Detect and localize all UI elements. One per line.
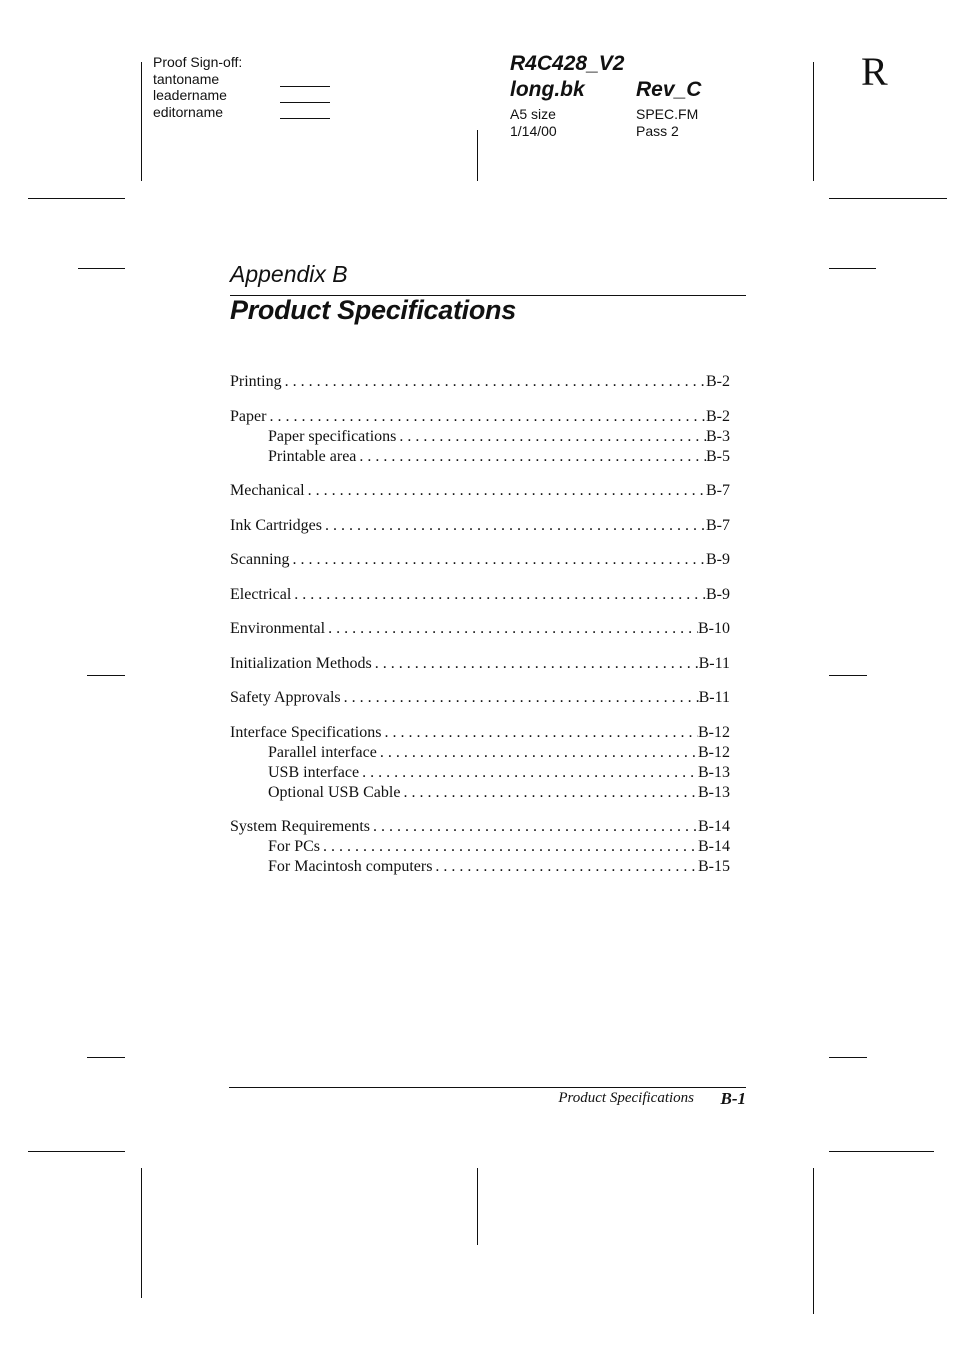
- trim-mark-left-middle: [87, 675, 125, 676]
- header-date: 1/14/00: [510, 122, 557, 139]
- toc-entry: [230, 447, 730, 467]
- appendix-label: Appendix B: [230, 261, 348, 287]
- toc-leader-dots: [377, 743, 698, 763]
- footer-rule: [229, 1087, 746, 1088]
- trim-mark-right-middle: [829, 675, 867, 676]
- toc-entry: [230, 654, 730, 674]
- toc-entry-page: B-13: [698, 783, 730, 801]
- crop-mark-top-right-vertical: [813, 62, 814, 181]
- toc-entry: [230, 427, 730, 447]
- toc-entry-label: Environmental: [230, 620, 326, 637]
- toc-entry-label: Printing: [230, 373, 282, 390]
- page-title: Product Specifications: [230, 295, 516, 325]
- toc-entry-label: Printable area: [268, 447, 357, 465]
- toc-leader-dots: [266, 407, 706, 427]
- toc-entry: [230, 743, 730, 763]
- toc-entry-page: B-12: [698, 723, 730, 741]
- toc-entry: [230, 481, 730, 501]
- toc-entry-label: System Requirements: [230, 818, 370, 835]
- toc-entry-label: USB interface: [268, 763, 360, 781]
- footer-page-number: B-1: [720, 1089, 746, 1108]
- trim-mark-left-upper: [78, 268, 125, 269]
- toc-leader-dots: [325, 619, 698, 639]
- toc-entry: [230, 837, 730, 857]
- toc-leader-dots: [290, 550, 706, 570]
- toc-entry-label: Paper specifications: [268, 427, 397, 445]
- toc-leader-dots: [341, 688, 699, 708]
- toc-leader-dots: [282, 372, 706, 392]
- crop-mark-top-center-vertical: [477, 130, 478, 181]
- crop-mark-bottom-left-vertical: [141, 1168, 142, 1298]
- toc-entry: [230, 372, 730, 392]
- toc-leader-dots: [372, 654, 699, 674]
- footer-section-title: Product Specifications: [558, 1090, 694, 1106]
- header-book-file: long.bk: [510, 78, 585, 101]
- toc-entry-label: Interface Specifications: [230, 723, 382, 741]
- signoff-blank-2: [280, 102, 330, 103]
- crop-mark-left-bottom: [28, 1151, 125, 1152]
- toc-entry-label: Ink Cartridges: [230, 516, 322, 534]
- header-left-details: [510, 106, 557, 139]
- toc-entry: [230, 857, 730, 877]
- toc-leader-dots: [320, 837, 698, 857]
- crop-mark-right-bottom: [829, 1151, 934, 1152]
- toc-entry-label: For Macintosh computers: [268, 858, 433, 875]
- toc-entry-page: B-2: [706, 373, 730, 390]
- toc-entry-page: B-13: [698, 763, 730, 781]
- proof-name-tanto: tantoname: [153, 70, 220, 87]
- header-pass: Pass 2: [636, 122, 679, 139]
- toc-entry-label: Safety Approvals: [230, 689, 341, 706]
- proof-signoff: [153, 54, 242, 120]
- toc-entry: [230, 585, 730, 605]
- toc-entry-page: B-14: [698, 818, 730, 835]
- header-job-id: R4C428_V2: [510, 52, 625, 75]
- trim-mark-left-lower: [87, 1057, 125, 1058]
- crop-mark-right-top: [829, 198, 947, 199]
- toc-entry: [230, 723, 730, 743]
- toc-entry: [230, 516, 730, 536]
- toc-entry-page: B-11: [698, 654, 730, 672]
- toc-leader-dots: [381, 723, 698, 743]
- trim-mark-right-upper: [829, 268, 876, 269]
- toc-entry: [230, 783, 730, 803]
- signoff-blank-1: [280, 86, 330, 87]
- toc-leader-dots: [322, 516, 706, 536]
- crop-mark-left-top: [28, 198, 125, 199]
- toc-entry-page: B-7: [706, 516, 730, 534]
- toc-leader-dots: [359, 763, 698, 783]
- toc-entry: [230, 688, 730, 708]
- crop-mark-bottom-center-vertical: [477, 1168, 478, 1245]
- toc-entry-label: Mechanical: [230, 482, 305, 499]
- toc-leader-dots: [356, 447, 706, 467]
- toc-leader-dots: [370, 817, 698, 837]
- toc-entry-page: B-9: [706, 551, 730, 568]
- toc-entry-label: Electrical: [230, 585, 292, 603]
- header-file-name: SPEC.FM: [636, 106, 699, 122]
- toc-entry: [230, 407, 730, 427]
- crop-mark-bottom-right-vertical: [813, 1168, 814, 1314]
- signoff-blank-3: [280, 118, 330, 119]
- toc-entry-label: Parallel interface: [268, 743, 377, 761]
- proof-name-editor: editorname: [153, 103, 224, 120]
- toc-entry-page: B-10: [698, 620, 730, 637]
- header-revision: Rev_C: [636, 78, 702, 101]
- header-size: A5 size: [510, 106, 556, 122]
- toc-entry-label: Optional USB Cable: [268, 783, 401, 801]
- toc-entry-page: B-12: [698, 743, 730, 761]
- toc-leader-dots: [291, 585, 706, 605]
- toc-entry-page: B-2: [706, 407, 730, 425]
- toc-entry-page: B-7: [706, 482, 730, 499]
- toc-entry-label: Paper: [230, 407, 267, 425]
- toc-entry: [230, 817, 730, 837]
- toc-leader-dots: [305, 481, 706, 501]
- toc-entry-page: B-14: [698, 838, 730, 855]
- toc-entry-page: B-5: [706, 447, 730, 465]
- toc-leader-dots: [400, 783, 698, 803]
- toc-entry-page: B-15: [698, 858, 730, 875]
- table-of-contents: [230, 372, 730, 877]
- toc-entry: [230, 619, 730, 639]
- header-right-details: [636, 106, 698, 139]
- crop-mark-top-left-vertical: [141, 62, 142, 181]
- toc-entry-page: B-9: [706, 585, 730, 603]
- toc-leader-dots: [396, 427, 706, 447]
- toc-entry: [230, 763, 730, 783]
- registration-mark: R: [861, 49, 888, 94]
- trim-mark-right-lower: [829, 1057, 867, 1058]
- toc-entry-label: Scanning: [230, 551, 290, 568]
- proof-name-leader: leadername: [153, 87, 227, 103]
- toc-entry-page: B-11: [698, 689, 730, 706]
- proof-heading: Proof Sign-off:: [153, 54, 243, 70]
- toc-entry-page: B-3: [706, 427, 730, 445]
- toc-entry: [230, 550, 730, 570]
- toc-entry-label: Initialization Methods: [230, 654, 372, 672]
- toc-leader-dots: [432, 857, 698, 877]
- toc-entry-label: For PCs: [268, 838, 321, 855]
